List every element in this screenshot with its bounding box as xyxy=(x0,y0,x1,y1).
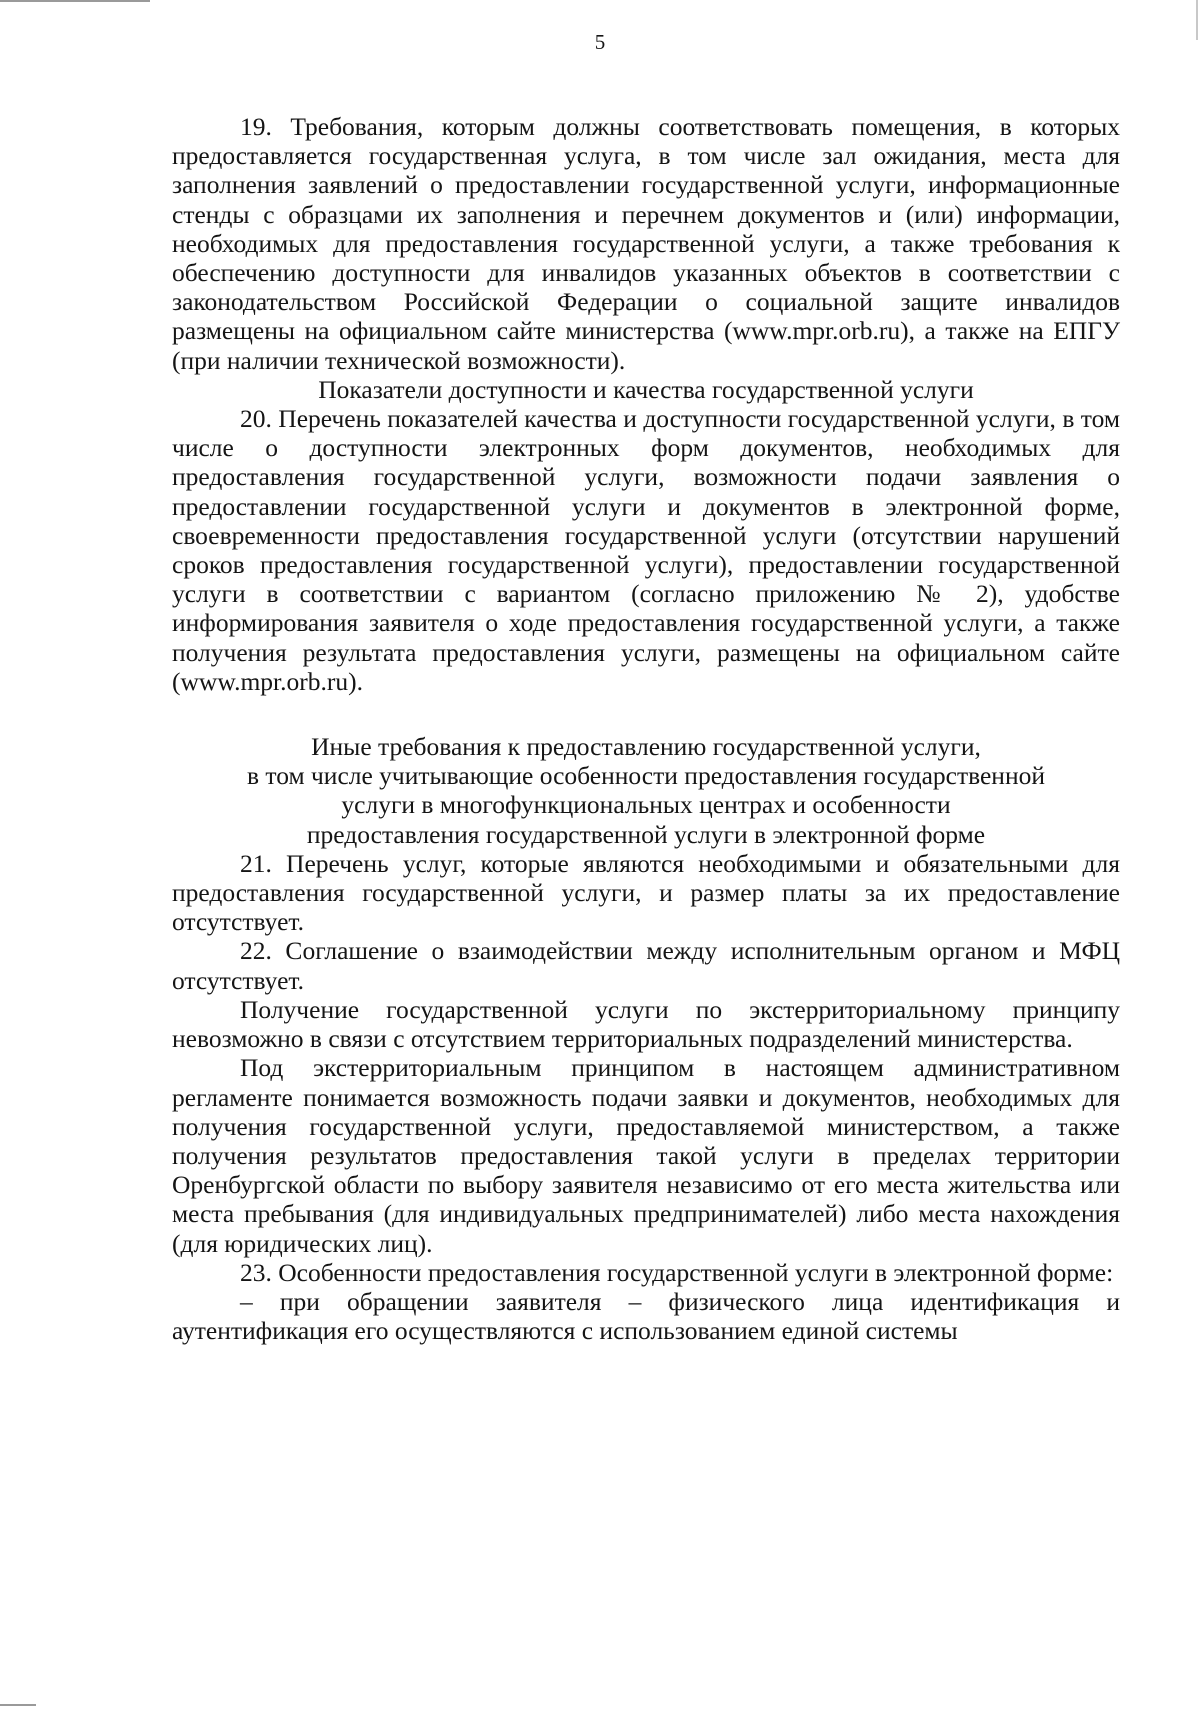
section-heading-quality: Показатели доступности и качества государственной услуги xyxy=(318,374,974,404)
heading-line: в том числе учитывающие особенности предоставления государственной xyxy=(246,761,1046,791)
section-heading-other-requirements xyxy=(172,732,1120,849)
paragraph-21: 21. Перечень услуг, которые являются необходимыми и обязательными для предоставления государственной услуги, и размер платы за их предоставление отсутствует. xyxy=(172,848,1120,937)
heading-line: Иные требования к предоставлению государственной услуги, xyxy=(311,732,981,762)
heading-line: предоставления государственной услуги в электронной форме xyxy=(306,819,986,849)
paragraph-23-item: – при обращении заявителя – физического лица идентификация и аутентификация его осуществляются с использованием единой системы xyxy=(172,1286,1120,1346)
paragraph-22-definition: Под экстерриториальным принципом в настоящем административном регламенте понимается возможность подачи заявки и документов, необходимых для получения государственной услуги, предоставляемой министерством, а также получения результатов предоставления такой услуги в пределах территории Оренбургской области по выбору заявителя независимо от его места жительства или места пребывания (для индивидуальных предпринимателей) либо места нахождения (для юридических лиц). xyxy=(172,1053,1120,1258)
paragraph-22-extraterritorial: Получение государственной услуги по экстерриториальному принципу невозможно в связи с отсутствием территориальных подразделений министерства. xyxy=(172,994,1120,1054)
page-number: 5 xyxy=(594,30,606,54)
paragraph-23: 23. Особенности предоставления государственной услуги в электронной форме: xyxy=(240,1257,1114,1287)
heading-line: услуги в многофункциональных центрах и особенности xyxy=(341,790,951,820)
paragraph-20: 20. Перечень показателей качества и доступности государственной услуги, в том числе о доступности электронных форм документов, необходимых для предоставления государственной услуги, возможности подачи заявления о предоставлении государственной услуги и документов в электронной форме, своевременности предоставления государственной услуги (отсутствии нарушений сроков предоставления государственной услуги), предоставлении государственной услуги в соответствии с вариантом (согласно приложению № 2), удобстве информирования заявителя о ходе предоставления государственной услуги, а также получения результата предоставления услуги, размещены на официальном сайте (www.mpr.orb.ru). xyxy=(172,404,1120,696)
scan-edge-bottom xyxy=(0,1704,36,1706)
paragraph-19: 19. Требования, которым должны соответствовать помещения, в которых предоставляется государственная услуга, в том числе зал ожидания, места для заполнения заявлений о предоставлении государственной услуги, информационные стенды с образцами их заполнения и перечнем документов и (или) информации, необходимых для предоставления государственной услуги, а также требования к обеспечению доступности для инвалидов указанных объектов в соответствии с законодательством Российской Федерации о социальной защите инвалидов размещены на официальном сайте министерства (www.mpr.orb.ru), а также на ЕПГУ (при наличии технической возможности). xyxy=(172,112,1120,375)
paragraph-22: 22. Соглашение о взаимодействии между исполнительным органом и МФЦ отсутствует. xyxy=(172,936,1120,995)
document-body xyxy=(172,112,1120,1345)
scan-edge-top xyxy=(0,0,150,2)
